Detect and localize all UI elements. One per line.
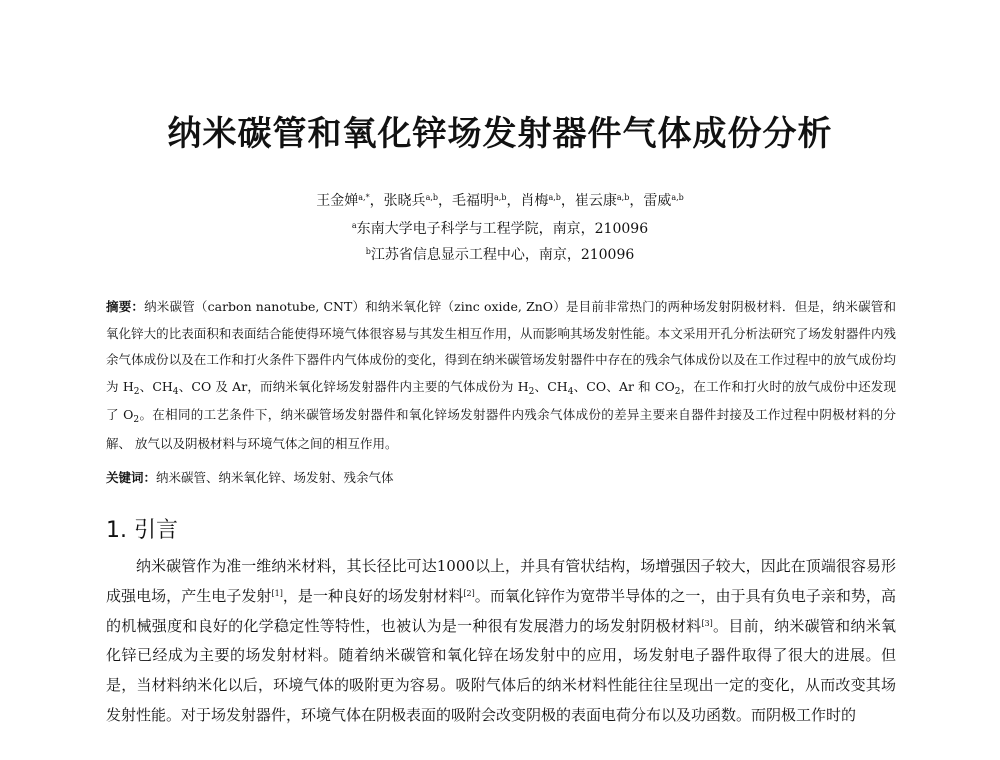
author-name: 崔云康 [574, 193, 617, 209]
citation-marker[interactable]: [2] [463, 588, 475, 598]
affiliation-a [0, 219, 1000, 239]
abstract-text: 纳米碳管（carbon nanotube, CNT）和纳米氧化锌（zinc oxide, ZnO）是目前非常热门的两种场发射阴极材料．但是，纳米碳管和氧化锌大的比表面积和表面结合能使得环境气体很容易与其发生相互作用，从而影响其场发射性能。本文采用开孔分析法研究了场发射器件内残余气体成份以及在工作和打火条件下器件内气体成份的变化，得到在纳米碳管场发射器件中存在的残余气体成份以及在工作过程中的放气成份均为 $H_2$、$CH_4$、CO 及 Ar，而纳米氧化锌场发射器件内主要的气体成份为 $H_2$、$CH_4$、CO、Ar 和 $CO_2$，在工作和打火时的放气成份中还发现了 $O_2$。在相同的工艺条件下，纳米碳管场发射器件和氧化锌场发射器件内残余气体成份的差异主要来自器件封接及工作过程中阴极材料的分解、 放气以及阴极材料与环境气体之间的相互作用。 [106, 299, 897, 451]
affiliation-b-mark: b [365, 247, 371, 256]
keywords [106, 465, 896, 491]
section-heading-introduction: 1. 引言 [106, 518, 178, 543]
author [452, 193, 506, 209]
author-affiliation-mark: a,b [616, 193, 630, 202]
subscript: 2 [133, 415, 140, 425]
author-affiliation-mark: a,b [494, 193, 507, 202]
citation-marker[interactable]: [1] [271, 588, 283, 598]
author-name: 王金婵 [316, 193, 359, 209]
author [643, 193, 683, 209]
author-name: 肖梅 [520, 193, 549, 209]
affiliation-b [0, 245, 1000, 265]
author-name: 雷威 [643, 193, 672, 209]
author-affiliation-mark: a,* [358, 193, 370, 202]
keywords-text: 纳米碳管、纳米氧化锌、场发射、残余气体 [156, 470, 394, 485]
abstract-label: 摘要： [106, 299, 145, 314]
author [520, 193, 560, 209]
abstract [106, 294, 896, 457]
affiliation-a-mark: a [351, 221, 357, 230]
subscript: 2 [528, 386, 535, 397]
keywords-label: 关键词： [106, 470, 157, 485]
subscript: 4 [567, 386, 574, 397]
subscript: 4 [172, 386, 179, 397]
author-list: 王金婵$^{a,*}$，张晓兵$^{a,b}$，毛福明$^{a,b}$，肖梅$^{a,b}$，崔云康$^{a,b}$，雷威$^{a,b}$ [316, 193, 684, 209]
introduction-body [106, 552, 896, 731]
author [316, 193, 369, 209]
author-affiliation-mark: a,b [425, 193, 438, 202]
affiliation-a-text: 东南大学电子科学与工程学院，南京，210096 [356, 221, 649, 237]
subscript: 2 [674, 386, 681, 397]
subscript: 2 [133, 386, 140, 397]
author-name: 张晓兵 [383, 193, 426, 209]
author-name: 毛福明 [452, 193, 494, 209]
introduction-paragraph: 纳米碳管作为准一维纳米材料，其长径比可达1000以上，并具有管状结构，场增强因子较大，因此在顶端很容易形成强电场，产生电子发射[1]，是一种良好的场发射材料[2]。而氧化锌作为宽带半导体的之一，由于具有负电子亲和势，高的机械强度和良好的化学稳定性等特性，也被认为是一种很有发展潜力的场发射阴极材料[3]。目前，纳米碳管和纳米氧化锌已经成为主要的场发射材料。随着纳米碳管和氧化锌在场发射中的应用，场发射电子器件取得了很大的进展。但是，当材料纳米化以后，环境气体的吸附更为容易。吸附气体后的纳米材料性能往往呈现出一定的变化，从而改变其场发射性能。对于场发射器件，环境气体在阴极表面的吸附会改变阴极的表面电荷分布以及功函数。而阴极工作时的 [106, 557, 896, 724]
author-affiliation-mark: a,b [671, 193, 684, 202]
citation-marker[interactable]: [3] [701, 618, 713, 628]
author-affiliation-mark: a,b [548, 193, 561, 202]
author [575, 193, 629, 209]
affiliation-b-text: 江苏省信息显示工程中心，南京，210096 [370, 247, 635, 263]
author [384, 193, 438, 209]
paper-title: 纳米碳管和氧化锌场发射器件气体成份分析 [167, 114, 833, 154]
